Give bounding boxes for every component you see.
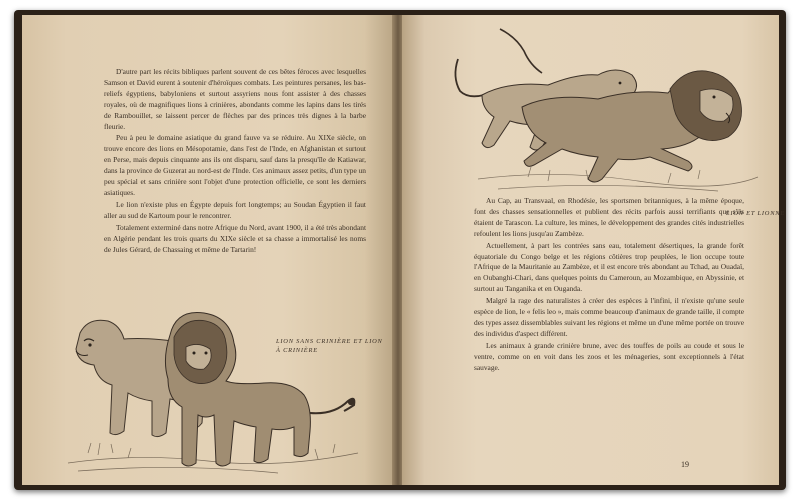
page-number: 19 xyxy=(681,460,689,469)
paragraph: Malgré la rage des naturalistes à créer des espèces à l'infini, il n'existe qu'une seule espèce de lion, le « felis leo », mais comme beaucoup d'animaux de grande taille, il compte des types assez dissemblables suivant les régions et même un d'une même portée on trouve des individus d'aspect différent. xyxy=(474,296,744,338)
paragraph: D'autre part les récits bibliques parlent souvent de ces bêtes féroces avec lesquelles Samson et David eurent à soutenir d'héroïques combats. Les peintures persanes, les bas-reliefs égyptiens, babyloniens et surtout assyriens nous font assister à des chasses royales, où de magnifiques lions à crinières, abondants comme les lapins dans les tirés de Rambouillet, se laissent percer de flèches par des princes très dignes à la barbe fleurie. xyxy=(104,67,366,131)
paragraph: Actuellement, à part les contrées sans eau, totalement désertiques, la grande forêt équatoriale du Congo belge et les régions côtières trop peuplées, le lion occupe toute l'Afrique de la Mauritanie au Zambèze, et il est encore très abondant au Tchad, au Ouadaï, en Oubanghi-Chari, dans quelques points du Cameroun, au Mozambique, en Abyssinie, et surtout au Tanganika et en Ouganda. xyxy=(474,240,744,294)
left-page xyxy=(22,15,394,485)
paragraph: Au Cap, au Transvaal, en Rhodésie, les sportsmen britanniques, à la même époque, font des chasses sensationnelles et publient des récits parfois aussi terrifiants que s'ils étaient de Tarascon. La culture, les mines, le développement des grandes cités industrielles refoulent les lions jusqu'au Zambèze. xyxy=(474,196,744,238)
paragraph: Peu à peu le domaine asiatique du grand fauve va se réduire. Au XIXe siècle, on trouve encore des lions en Mésopotamie, dans l'est de l'Inde, en Afghanistan et surtout en Perse, mais depuis cinquante ans ils ont disparu, sauf dans la presqu'île de Katiawar, dans la province de Guzerat au nord-est de l'Inde. Ces animaux assez petits, d'un type un peu spécial et sans crinière sont l'objet d'une protection officielle, ce sont les derniers asiatiques. xyxy=(104,133,366,197)
paragraph: Les animaux à grande crinière brune, avec des touffes de poils au coude et sous le ventre, comme on en voit dans les zoos et les ménageries, sont exceptionnels à l'état sauvage. xyxy=(474,340,744,372)
illustration-caption: LION ET LIONNE xyxy=(726,210,786,217)
lion-and-lioness-running-illustration xyxy=(438,29,768,197)
open-book xyxy=(14,10,786,490)
paragraph: Totalement exterminé dans notre Afrique du Nord, avant 1900, il a été très abondant en Algérie pendant les trois quarts du XIXe siècle et sa chasse a immortalisé les noms de Jules Gérard, de Chassaing et même de Tartarin! xyxy=(104,222,366,254)
paragraph: Le lion n'existe plus en Égypte depuis fort longtemps; au Soudan Égyptien il faut aller au sud de Kartoum pour le rencontrer. xyxy=(104,199,366,220)
right-page xyxy=(402,15,786,485)
right-page-text xyxy=(474,196,744,374)
illustration-caption: LION SANS CRINIÈRE ET LION À CRINIÈRE xyxy=(276,338,383,354)
lions-standing-illustration xyxy=(58,303,362,481)
left-page-text xyxy=(104,67,366,255)
